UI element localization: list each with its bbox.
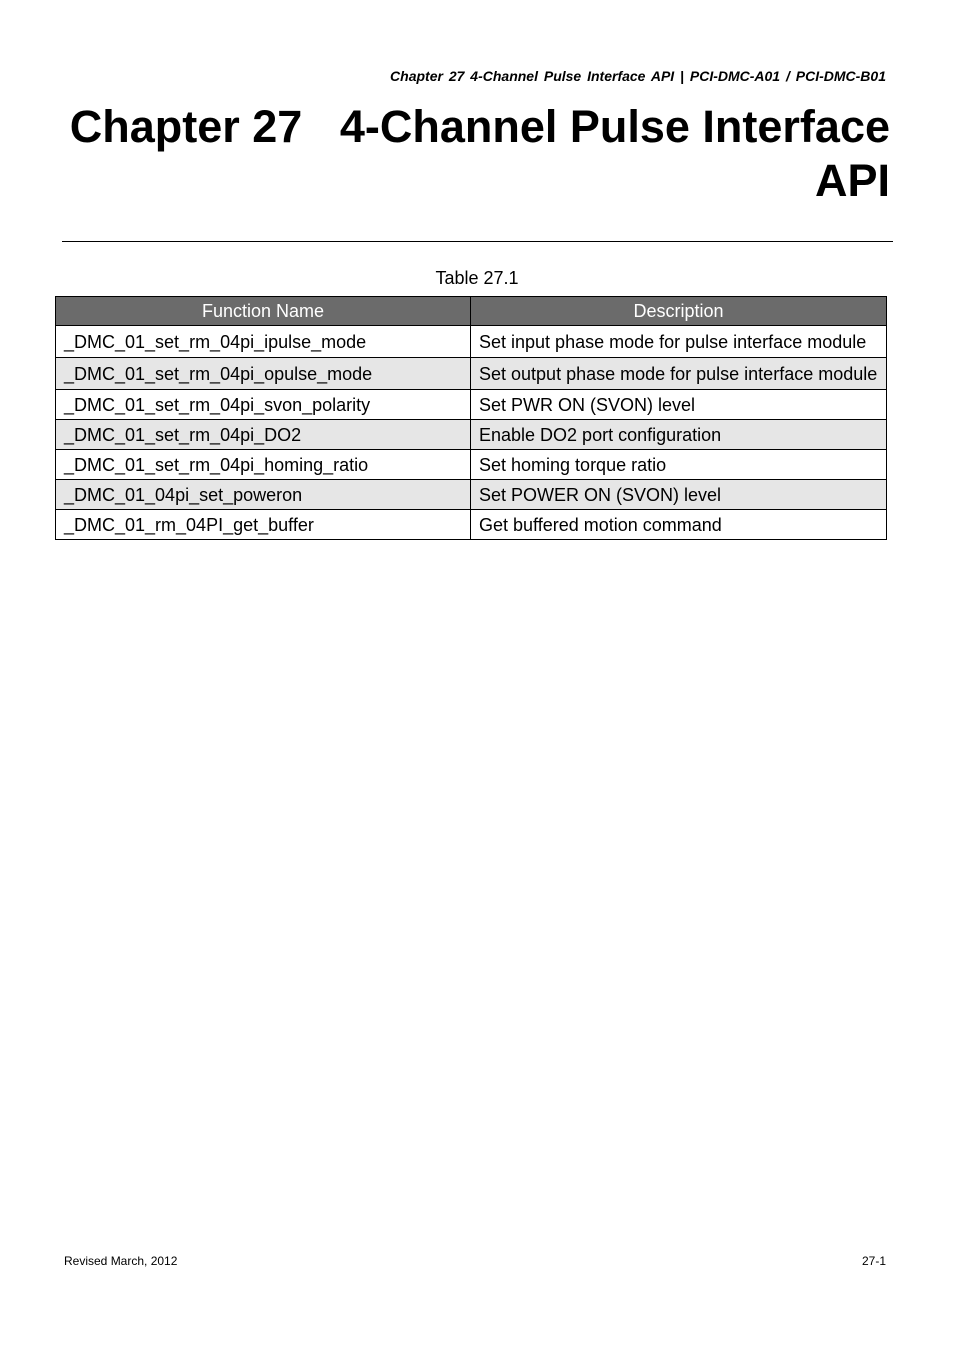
table-row — [56, 326, 887, 358]
table-row — [56, 420, 887, 450]
description-cell: Set output phase mode for pulse interface module — [471, 358, 887, 390]
description-cell: Get buffered motion command — [471, 510, 887, 540]
function-table — [55, 296, 887, 540]
running-header: Chapter 27 4-Channel Pulse Interface API | PCI-DMC-A01 / PCI-DMC-B01 — [390, 68, 886, 84]
column-header-description: Description — [471, 297, 887, 326]
table-header-row — [56, 297, 887, 326]
table-row — [56, 358, 887, 390]
table-row — [56, 480, 887, 510]
function-name-cell: _DMC_01_set_rm_04pi_svon_polarity — [56, 390, 471, 420]
table-row — [56, 390, 887, 420]
function-name-cell: _DMC_01_04pi_set_poweron — [56, 480, 471, 510]
footer-revision: Revised March, 2012 — [64, 1254, 178, 1268]
function-name-cell: _DMC_01_set_rm_04pi_homing_ratio — [56, 450, 471, 480]
description-cell: Set homing torque ratio — [471, 450, 887, 480]
description-cell: Set POWER ON (SVON) level — [471, 480, 887, 510]
table-row — [56, 450, 887, 480]
table-row — [56, 510, 887, 540]
function-name-cell: _DMC_01_rm_04PI_get_buffer — [56, 510, 471, 540]
column-header-function-name: Function Name — [56, 297, 471, 326]
description-cell: Enable DO2 port configuration — [471, 420, 887, 450]
table-caption: Table 27.1 — [435, 268, 519, 288]
function-name-cell: _DMC_01_set_rm_04pi_DO2 — [56, 420, 471, 450]
function-name-cell: _DMC_01_set_rm_04pi_opulse_mode — [56, 358, 471, 390]
horizontal-rule — [62, 241, 893, 242]
footer-page-number: 27-1 — [861, 1254, 886, 1268]
description-cell: Set input phase mode for pulse interface module — [471, 326, 887, 358]
chapter-title: Chapter 27 4-Channel Pulse Interface API — [69, 101, 901, 206]
function-name-cell: _DMC_01_set_rm_04pi_ipulse_mode — [56, 326, 471, 358]
description-cell: Set PWR ON (SVON) level — [471, 390, 887, 420]
